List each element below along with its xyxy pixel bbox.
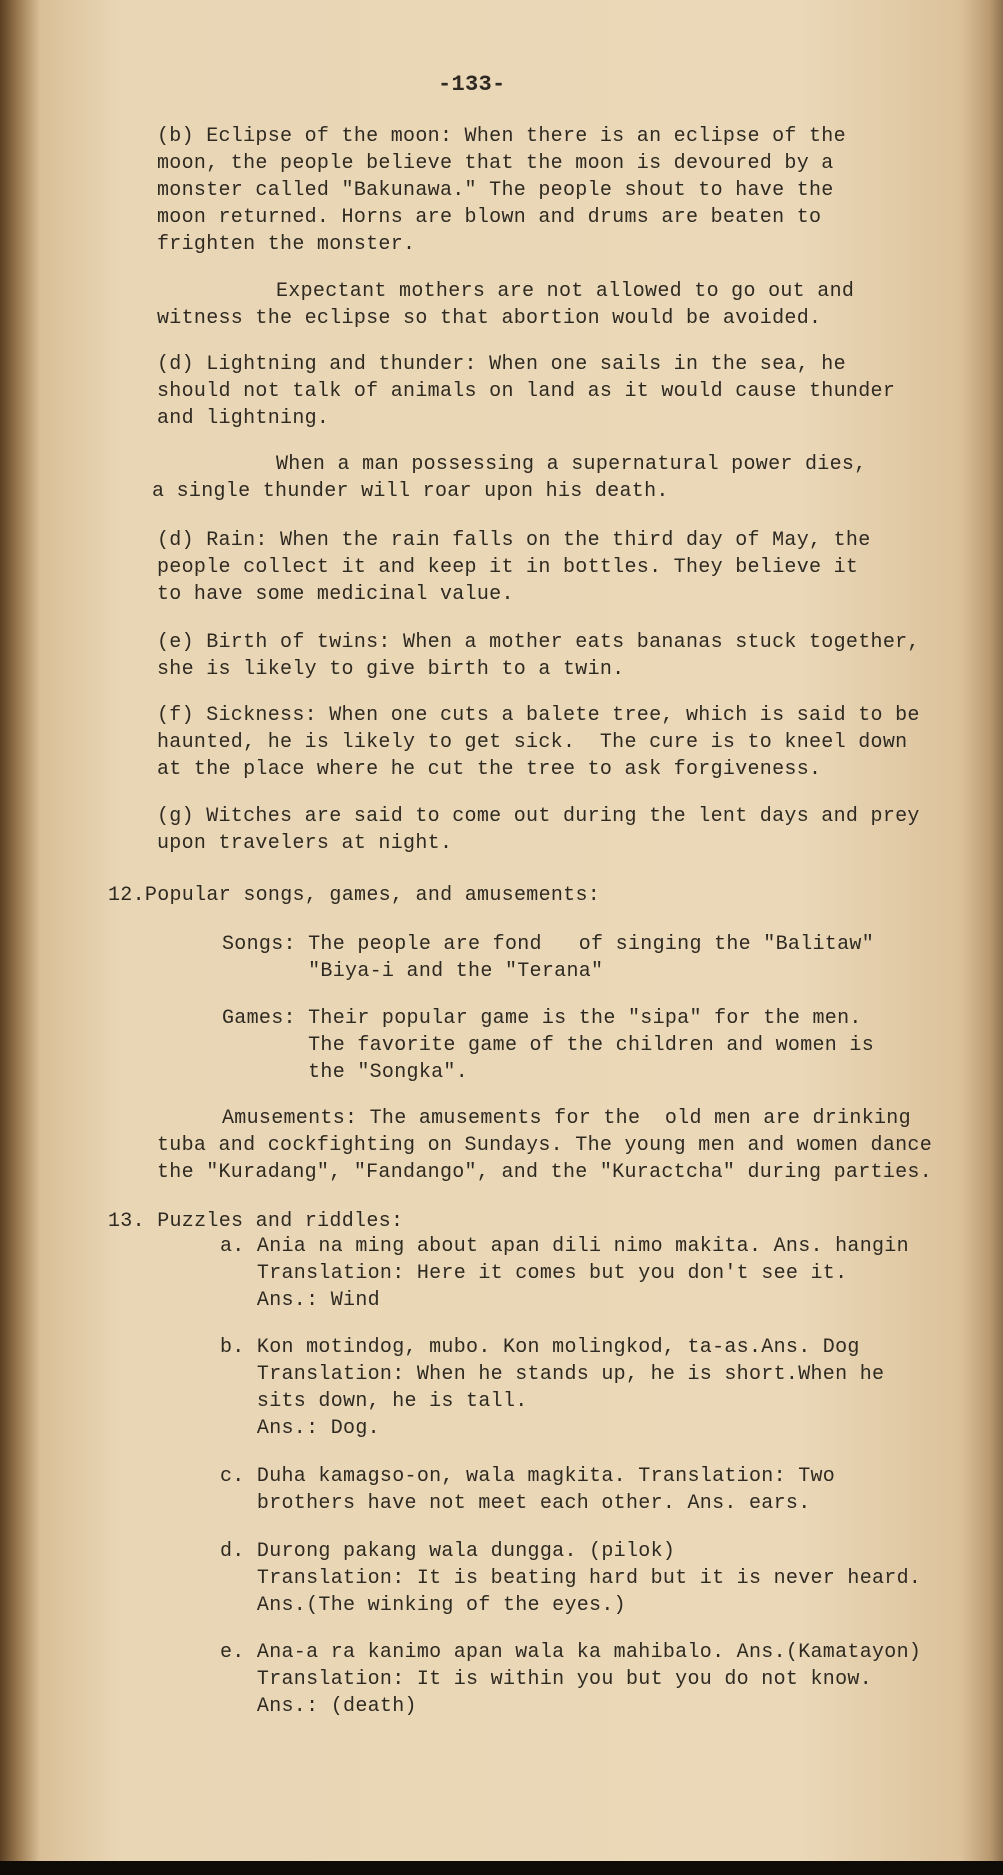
twins-line-1: (e) Birth of twins: When a mother eats bananas stuck together, — [157, 631, 920, 654]
amusements-line-2: tuba and cockfighting on Sundays. The young men and women dance — [157, 1134, 933, 1157]
sickness-line-2: haunted, he is likely to get sick. The cure is to kneel down — [157, 731, 908, 754]
section-13-heading: 13. Puzzles and riddles: — [108, 1210, 404, 1233]
supernatural-line-1: When a man possessing a supernatural power dies, — [276, 453, 867, 476]
riddle-e-line-2: Translation: It is within you but you do not know. — [220, 1668, 873, 1691]
lightning-line-2: should not talk of animals on land as it would cause thunder — [157, 380, 896, 403]
riddle-b-line-2: Translation: When he stands up, he is short.When he — [220, 1363, 885, 1386]
riddle-e-line-1: e. Ana-a ra kanimo apan wala ka mahibalo. Ans.(Kamatayon) — [220, 1641, 922, 1664]
expectant-line-2: witness the eclipse so that abortion would be avoided. — [157, 307, 822, 330]
witches-line-1: (g) Witches are said to come out during the lent days and prey — [157, 805, 920, 828]
sickness-line-1: (f) Sickness: When one cuts a balete tree, which is said to be — [157, 704, 920, 727]
riddle-c-line-2: brothers have not meet each other. Ans. ears. — [220, 1492, 811, 1515]
riddle-d-line-2: Translation: It is beating hard but it is never heard. — [220, 1567, 922, 1590]
riddle-a-line-1: a. Ania na ming about apan dili nimo makita. Ans. hangin — [220, 1235, 909, 1258]
amusements-line-1: Amusements: The amusements for the old men are drinking — [222, 1107, 911, 1130]
riddle-d-line-3: Ans.(The winking of the eyes.) — [220, 1594, 626, 1617]
twins-line-2: she is likely to give birth to a twin. — [157, 658, 625, 681]
games-line-1: Games: Their popular game is the "sipa" for the men. — [222, 1007, 862, 1030]
amusements-line-3: the "Kuradang", "Fandango", and the "Kuractcha" during parties. — [157, 1161, 933, 1184]
rain-line-3: to have some medicinal value. — [157, 583, 514, 606]
riddle-d-line-1: d. Durong pakang wala dungga. (pilok) — [220, 1540, 676, 1563]
eclipse-line-4: moon returned. Horns are blown and drums are beaten to — [157, 206, 822, 229]
riddle-e-line-3: Ans.: (death) — [220, 1695, 417, 1718]
rain-line-1: (d) Rain: When the rain falls on the third day of May, the — [157, 529, 871, 552]
songs-line-2: "Biya-i and the "Terana" — [222, 960, 604, 983]
expectant-line-1: Expectant mothers are not allowed to go out and — [276, 280, 855, 303]
page-number: -133- — [438, 72, 506, 97]
eclipse-line-1: (b) Eclipse of the moon: When there is an eclipse of the — [157, 125, 846, 148]
scan-bottom-edge — [0, 1861, 1003, 1875]
riddle-b-line-1: b. Kon motindog, mubo. Kon molingkod, ta-as.Ans. Dog — [220, 1336, 860, 1359]
songs-line-1: Songs: The people are fond of singing the "Balitaw" — [222, 933, 875, 956]
riddle-c-line-1: c. Duha kamagso-on, wala magkita. Translation: Two — [220, 1465, 836, 1488]
games-line-2: The favorite game of the children and women is — [222, 1034, 875, 1057]
eclipse-line-2: moon, the people believe that the moon is devoured by a — [157, 152, 834, 175]
riddle-b-line-4: Ans.: Dog. — [220, 1417, 380, 1440]
eclipse-line-5: frighten the monster. — [157, 233, 416, 256]
rain-line-2: people collect it and keep it in bottles. They believe it — [157, 556, 859, 579]
witches-line-2: upon travelers at night. — [157, 832, 453, 855]
games-line-3: the "Songka". — [222, 1061, 469, 1084]
riddle-a-line-2: Translation: Here it comes but you don't see it. — [220, 1262, 848, 1285]
riddle-b-line-3: sits down, he is tall. — [220, 1390, 528, 1413]
riddle-a-line-3: Ans.: Wind — [220, 1289, 380, 1312]
lightning-line-3: and lightning. — [157, 407, 330, 430]
section-12-heading: 12.Popular songs, games, and amusements: — [108, 884, 601, 907]
sickness-line-3: at the place where he cut the tree to ask forgiveness. — [157, 758, 822, 781]
supernatural-line-2: a single thunder will roar upon his death. — [152, 480, 669, 503]
lightning-line-1: (d) Lightning and thunder: When one sails in the sea, he — [157, 353, 846, 376]
eclipse-line-3: monster called "Bakunawa." The people shout to have the — [157, 179, 834, 202]
